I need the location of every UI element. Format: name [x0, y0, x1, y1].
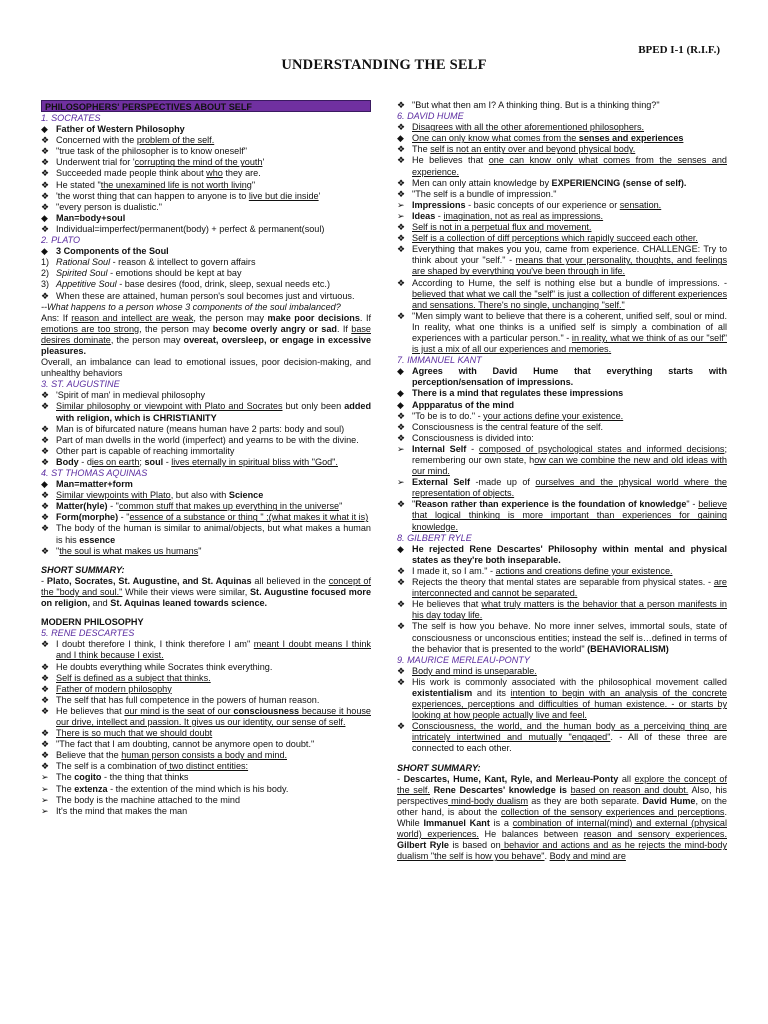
bullet-marker: ❖ [41, 290, 50, 301]
bullet-marker: ❖ [41, 694, 50, 705]
bullet-item [397, 366, 727, 388]
bullet-item [41, 662, 371, 673]
bullet-marker: 1) [41, 257, 50, 268]
bullet-text: The self is how you behave. No more inner selves, immortal souls, state of consciousness or unconscious entities; instead the self is…defined in terms of the behavior that is presented to the world" (BEHAVIORALISM) [412, 621, 727, 654]
bullet-marker: ❖ [397, 621, 406, 632]
bullet-marker: ❖ [397, 277, 406, 288]
bullet-item [41, 291, 371, 302]
bullet-item [397, 233, 727, 244]
bullet-item [41, 435, 371, 446]
paragraph: MODERN PHILOSOPHY [41, 617, 144, 628]
bullet-marker: ◆ [397, 366, 404, 377]
bullet-item [41, 168, 371, 179]
bullet-marker: ❖ [41, 490, 50, 501]
bullet-text: Form(morphe) - "essence of a substance or thing " ;(what makes it what it is) [56, 512, 369, 523]
bullet-marker: ❖ [41, 728, 50, 739]
bullet-text: Man=body+soul [56, 212, 126, 223]
bullet-marker: ◆ [41, 212, 48, 223]
philosopher-heading: 3. ST. AUGUSTINE [41, 379, 120, 390]
bullet-marker: ❖ [41, 201, 50, 212]
bullet-marker: ◆ [397, 399, 404, 410]
bullet-item [397, 544, 727, 566]
bullet-text: The self is not an entity over and beyond physical body. [412, 144, 636, 155]
bullet-text: "the soul is what makes us humans" [56, 545, 202, 556]
bullet-text: Body and mind is unseparable. [412, 665, 537, 676]
spacer [41, 609, 371, 617]
bullet-item [41, 446, 371, 457]
bullet-item [41, 401, 371, 423]
bullet-marker: ❖ [41, 146, 50, 157]
bullet-item [397, 444, 727, 477]
bullet-text: 'Spirit of man' in medieval philosophy [56, 390, 206, 401]
bullet-marker: ➢ [397, 443, 405, 454]
bullet-text: External Self -made up of ourselves and the physical world where the representation of objects. [412, 477, 727, 499]
bullet-marker: ❖ [41, 501, 50, 512]
bullet-item [41, 202, 371, 213]
bullet-text: Similar viewpoints with Plato, but also with Science [56, 490, 264, 501]
bullet-text: It's the mind that makes the man [56, 805, 188, 816]
philosopher-heading: 5. RENE DESCARTES [41, 628, 135, 639]
bullet-text: Self is not in a perpetual flux and movement. [412, 222, 592, 233]
bullet-text: Believe that the human person consists a body and mind. [56, 750, 288, 761]
bullet-marker: ➢ [41, 783, 49, 794]
bullet-marker: ❖ [41, 750, 50, 761]
bullet-marker: ❖ [41, 639, 50, 650]
bullet-item [397, 433, 727, 444]
bullet-marker: ◆ [397, 388, 404, 399]
bullet-marker: ❖ [41, 661, 50, 672]
bullet-item [397, 400, 727, 411]
bullet-marker: ❖ [397, 244, 406, 255]
bullet-text: Ideas - imagination, not as real as impressions. [412, 210, 604, 221]
bullet-text: His work is commonly associated with the philosophical movement called existentialism and its intention to begin with an analysis of the concrete experiences, perceptions and difficulties of human existence. - or starts by looking at how people actually live and feel. [412, 676, 727, 721]
bullet-text: Man=matter+form [56, 479, 133, 490]
bullet-item [397, 155, 727, 177]
bullet-text: Rejects the theory that mental states are separable from physical states. - are interconnected and cannot be separated. [412, 577, 727, 599]
bullet-text: Other part is capable of reaching immortality [56, 445, 235, 456]
bullet-marker: ❖ [41, 157, 50, 168]
bullet-item [397, 677, 727, 721]
bullet-text: Succeeded made people think about who they are. [56, 168, 261, 179]
bullet-item [397, 621, 727, 654]
bullet-marker: ➢ [397, 477, 405, 488]
bullet-text: The body of the human is similar to animal/objects, but what makes a human is his essence [56, 523, 371, 545]
document-title: UNDERSTANDING THE SELF [281, 57, 487, 73]
bullet-marker: ➢ [397, 210, 405, 221]
bullet-text: He rejected Rene Descartes' Philosophy within mental and physical states as they're both inseparable. [412, 543, 727, 565]
bullet-item [41, 135, 371, 146]
bullet-text: There is a mind that regulates these impressions [412, 388, 624, 399]
bullet-item [397, 577, 727, 599]
bullet-item [41, 146, 371, 157]
bullet-item [41, 268, 371, 279]
section-banner: PHILOSOPHERS' PERSPECTIVES ABOUT SELF [41, 100, 371, 112]
bullet-item [397, 388, 727, 399]
bullet-text: The cogito - the thing that thinks [56, 772, 189, 783]
bullet-marker: ❖ [41, 135, 50, 146]
bullet-item [397, 133, 727, 144]
bullet-item [41, 728, 371, 739]
paragraph: Overall, an imbalance can lead to emotional issues, poor decision-making, and unhealthy behaviors [41, 357, 371, 379]
bullet-item [397, 144, 727, 155]
bullet-text: "To be is to do." - your actions define your existence. [412, 410, 624, 421]
bullet-text: Everything that makes you you, came from experience. CHALLENGE: Try to think about your "self." - means that your personality, thoughts, and feelings are shaped by everything you've been through in life. [412, 244, 727, 277]
bullet-marker: ❖ [397, 155, 406, 166]
bullet-marker: ◆ [397, 133, 404, 144]
bullet-item [397, 566, 727, 577]
bullet-marker: ❖ [397, 122, 406, 133]
bullet-item [397, 222, 727, 233]
bullet-text: Self is a collection of diff perceptions which rapidly succeed each other. [412, 233, 698, 244]
bullet-marker: ❖ [397, 421, 406, 432]
bullet-item [41, 490, 371, 501]
right-column [397, 100, 727, 862]
course-code: BPED I-1 (R.I.F.) [638, 44, 720, 56]
bullet-marker: ❖ [41, 168, 50, 179]
bullet-item [41, 124, 371, 135]
left-column [41, 100, 371, 817]
bullet-text: I doubt therefore I think, I think therefore I am" meant I doubt means I think and I think because I exist. [56, 639, 371, 661]
bullet-marker: ❖ [41, 512, 50, 523]
bullet-item [41, 546, 371, 557]
bullet-marker: ➢ [41, 772, 49, 783]
bullet-text: The self that has full competence in the powers of human reason. [56, 694, 320, 705]
philosopher-heading: 4. ST THOMAS AQUINAS [41, 468, 148, 478]
bullet-text: Individual=imperfect/permanent(body) + perfect & permanent(soul) [56, 223, 325, 234]
bullet-text: Men can only attain knowledge by EXPERIENCING (sense of self). [412, 177, 687, 188]
bullet-item [41, 224, 371, 235]
spacer [41, 557, 371, 565]
bullet-item [41, 279, 371, 290]
paragraph: SHORT SUMMARY: [397, 762, 481, 773]
bullet-marker: ❖ [41, 434, 50, 445]
bullet-text: I made it, so I am." - actions and creations define your existence. [412, 565, 673, 576]
bullet-text: Spirited Soul - emotions should be kept at bay [56, 268, 242, 279]
bullet-text: Matter(hyle) - "common stuff that makes up everything in the universe" [56, 501, 343, 512]
philosopher-heading: 6. DAVID HUME [397, 111, 464, 122]
bullet-text: When these are attained, human person's soul becomes just and virtuous. [56, 290, 355, 301]
bullet-marker: ❖ [397, 499, 406, 510]
bullet-marker: ❖ [41, 672, 50, 683]
bullet-item [41, 761, 371, 772]
bullet-text: Rational Soul - reason & intellect to govern affairs [56, 257, 256, 268]
bullet-item [41, 246, 371, 257]
bullet-marker: ❖ [397, 432, 406, 443]
bullet-item [41, 673, 371, 684]
bullet-text: "Men simply want to believe that there is a coherent, unified self, soul or mind. In reality, what one thinks is a unified self is simply a combination of all experiences with a particular person." - in reality, what we think of as our "self" is just a mix of all our experiences and memories. [412, 310, 727, 355]
bullet-text: There is so much that we should doubt [56, 728, 213, 739]
bullet-item [397, 200, 727, 211]
bullet-item [397, 721, 727, 754]
bullet-marker: ❖ [41, 223, 50, 234]
bullet-item [41, 784, 371, 795]
bullet-marker: ❖ [397, 310, 406, 321]
bullet-marker: ❖ [397, 565, 406, 576]
bullet-text: Concerned with the problem of the self. [56, 135, 215, 146]
bullet-text: The body is the machine attached to the mind [56, 794, 241, 805]
bullet-item [41, 684, 371, 695]
bullet-item [41, 457, 371, 468]
bullet-marker: ❖ [397, 676, 406, 687]
bullet-marker: ◆ [397, 543, 404, 554]
bullet-text: The self is a combination of two distinct entities: [56, 761, 249, 772]
bullet-marker: ❖ [41, 456, 50, 467]
bullet-marker: ❖ [41, 179, 50, 190]
bullet-item [41, 257, 371, 268]
bullet-item [41, 750, 371, 761]
bullet-item [397, 178, 727, 189]
bullet-text: One can only know what comes from the senses and experiences [412, 133, 684, 144]
bullet-item [41, 695, 371, 706]
bullet-marker: ❖ [397, 577, 406, 588]
bullet-item [41, 157, 371, 168]
bullet-item [41, 390, 371, 401]
bullet-item [397, 666, 727, 677]
bullet-text: Consciousness is the central feature of the self. [412, 421, 604, 432]
bullet-item [397, 499, 727, 532]
bullet-item [397, 411, 727, 422]
bullet-item [41, 180, 371, 191]
bullet-marker: ◆ [41, 124, 48, 135]
bullet-item [41, 795, 371, 806]
bullet-marker: ➢ [397, 199, 405, 210]
bullet-text: He believes that what truly matters is the behavior that a person manifests in his day today life. [412, 599, 727, 621]
bullet-marker: 3) [41, 279, 50, 290]
bullet-marker: ❖ [41, 683, 50, 694]
bullet-marker: 2) [41, 268, 50, 279]
bullet-marker: ❖ [397, 721, 406, 732]
bullet-text: Body - dies on earth; soul - lives eternally in spiritual bliss with "God". [56, 456, 338, 467]
bullet-marker: ❖ [397, 177, 406, 188]
bullet-text: "But what then am I? A thinking thing. But is a thinking thing?" [412, 100, 660, 110]
bullet-text: Self is defined as a subject that thinks. [56, 672, 211, 683]
bullet-text: Appetitive Soul - base desires (food, drink, sleep, sexual needs etc.) [56, 279, 330, 290]
bullet-marker: ❖ [397, 100, 406, 110]
bullet-marker: ❖ [41, 545, 50, 556]
bullet-marker: ◆ [41, 479, 48, 490]
bullet-text: "Reason rather than experience is the foundation of knowledge" - believe that logical thinking is more important than experiences for gaining knowledge. [412, 499, 728, 532]
bullet-item [397, 122, 727, 133]
bullet-item [41, 639, 371, 661]
bullet-item [41, 424, 371, 435]
bullet-item [397, 311, 727, 355]
bullet-text: Impressions - basic concepts of our experience or sensation. [412, 199, 662, 210]
bullet-text: Similar philosophy or viewpoint with Plato and Socrates but only been added with religion, which is CHRISTIANITY [56, 401, 371, 423]
bullet-item [41, 706, 371, 728]
bullet-marker: ❖ [41, 739, 50, 750]
bullet-text: He stated "the unexamined life is not worth living" [56, 179, 256, 190]
bullet-text: "true task of the philosopher is to know oneself" [56, 146, 247, 157]
bullet-marker: ➢ [41, 794, 49, 805]
bullet-item [41, 213, 371, 224]
bullet-marker: ❖ [397, 665, 406, 676]
bullet-text: "The fact that I am doubting, cannot be anymore open to doubt." [56, 739, 315, 750]
bullet-text: According to Hume, the self is nothing else but a bundle of impressions. - believed that what we call the "self" is just a collection of different experiences and sensations. There's no single, unchanging "self." [412, 277, 727, 310]
philosopher-heading: 9. MAURICE MERLEAU-PONTY [397, 654, 530, 665]
bullet-marker: ❖ [41, 761, 50, 772]
bullet-text: He doubts everything while Socrates think everything. [56, 661, 273, 672]
bullet-marker: ❖ [41, 523, 50, 534]
philosopher-heading: 7. IMMANUEL KANT [397, 355, 482, 366]
bullet-text: "every person is dualistic." [56, 201, 163, 212]
bullet-item [41, 479, 371, 490]
paragraph: - Descartes, Hume, Kant, Ryle, and Merleau-Ponty all explore the concept of the self. Rene Descartes' knowledge is based on reason and doubt. Also, his perspectives mind-body dualism as they are both separate. David Hume, on the other hand, is about the collection of the sensory experiences and perceptions. While Immanuel Kant is a combination of internal(mind) and external (physical world) experiences. He balances between reason and sensory experiences. Gilbert Ryle is based on behavior and actions and as he rejects the mind-body dualism "the self is how you behave". Body and mind are [397, 773, 727, 862]
bullet-text: Father of Western Philosophy [56, 124, 185, 135]
philosopher-heading: 2. PLATO [41, 235, 81, 246]
bullet-item [397, 211, 727, 222]
bullet-text: Underwent trial for 'corrupting the mind of the youth' [56, 157, 265, 168]
bullet-marker: ❖ [41, 190, 50, 201]
bullet-text: Disagrees with all the other aforementioned philosophers. [412, 122, 645, 133]
paragraph: - Plato, Socrates, St. Augustine, and St. Aquinas all believed in the concept of the "body and soul." While their views were similar, St. Augustine focused more on religion, and St. Aquinas leaned towards science. [41, 575, 372, 609]
bullet-text: Internal Self - composed of psychological states and informed decisions; remembering our own state, how can we combine the new and old ideas with our mind. [412, 443, 727, 477]
bullet-item [41, 191, 371, 202]
bullet-marker: ❖ [397, 222, 406, 233]
bullet-marker: ❖ [41, 390, 50, 401]
bullet-text: He believes that our mind is the seat of our consciousness because it house our drive, intellect and passion. It gives us our identity, our sense of self. [56, 705, 371, 727]
bullet-item [397, 422, 727, 433]
paragraph: SHORT SUMMARY: [41, 564, 125, 575]
bullet-item [397, 477, 727, 499]
bullet-marker: ❖ [397, 410, 406, 421]
bullet-text: Father of modern philosophy [56, 683, 172, 694]
bullet-item [41, 772, 371, 783]
bullet-text: Appparatus of the mind [412, 399, 515, 410]
bullet-text: The extenza - the extention of the mind which is his body. [56, 783, 289, 794]
bullet-text: 3 Components of the Soul [56, 246, 169, 257]
bullet-text: 'the worst thing that can happen to anyone is to live but die inside' [56, 190, 321, 201]
bullet-item [397, 189, 727, 200]
bullet-marker: ❖ [397, 233, 406, 244]
bullet-text: Part of man dwells in the world (imperfect) and yearns to be with the divine. [56, 434, 359, 445]
bullet-item [397, 244, 727, 277]
bullet-item [397, 599, 727, 621]
bullet-text: Agrees with David Hume that everything starts with perception/sensation of impressions. [412, 366, 727, 388]
bullet-item [41, 501, 371, 512]
bullet-item [41, 739, 371, 750]
philosopher-heading: 8. GILBERT RYLE [397, 532, 472, 543]
paragraph: --What happens to a person whose 3 components of the soul imbalanced? [41, 301, 341, 312]
bullet-text: He believes that one can know only what comes from the senses and experience. [412, 155, 727, 177]
bullet-text: Consciousness, the world, and the human body as a perceiving thing are intricately intertwined and mutually "engaged". - All of these three are connected to each other. [412, 721, 727, 754]
paragraph: Ans: If reason and intellect are weak, the person may make poor decisions. If emotions are too strong, the person may become overly angry or sad. If base desires dominate, the person may overeat, oversleep, or engage in excessive pleasures. [41, 312, 371, 356]
bullet-marker: ❖ [41, 445, 50, 456]
bullet-marker: ◆ [41, 246, 48, 257]
bullet-marker: ❖ [397, 188, 406, 199]
bullet-item [41, 523, 371, 545]
bullet-item [41, 806, 371, 817]
philosopher-heading: 1. SOCRATES [41, 113, 101, 123]
bullet-text: Man is of bifurcated nature (means human have 2 parts: body and soul) [56, 423, 345, 434]
bullet-item [41, 512, 371, 523]
bullet-marker: ➢ [41, 805, 49, 816]
bullet-marker: ❖ [41, 705, 50, 716]
bullet-marker: ❖ [41, 423, 50, 434]
bullet-marker: ❖ [41, 401, 50, 412]
bullet-item [397, 278, 727, 311]
bullet-item [397, 100, 727, 111]
bullet-marker: ❖ [397, 599, 406, 610]
spacer [397, 755, 727, 763]
bullet-text: Consciousness is divided into: [412, 432, 534, 443]
bullet-text: "The self is a bundle of impression." [412, 188, 557, 199]
bullet-marker: ❖ [397, 144, 406, 155]
